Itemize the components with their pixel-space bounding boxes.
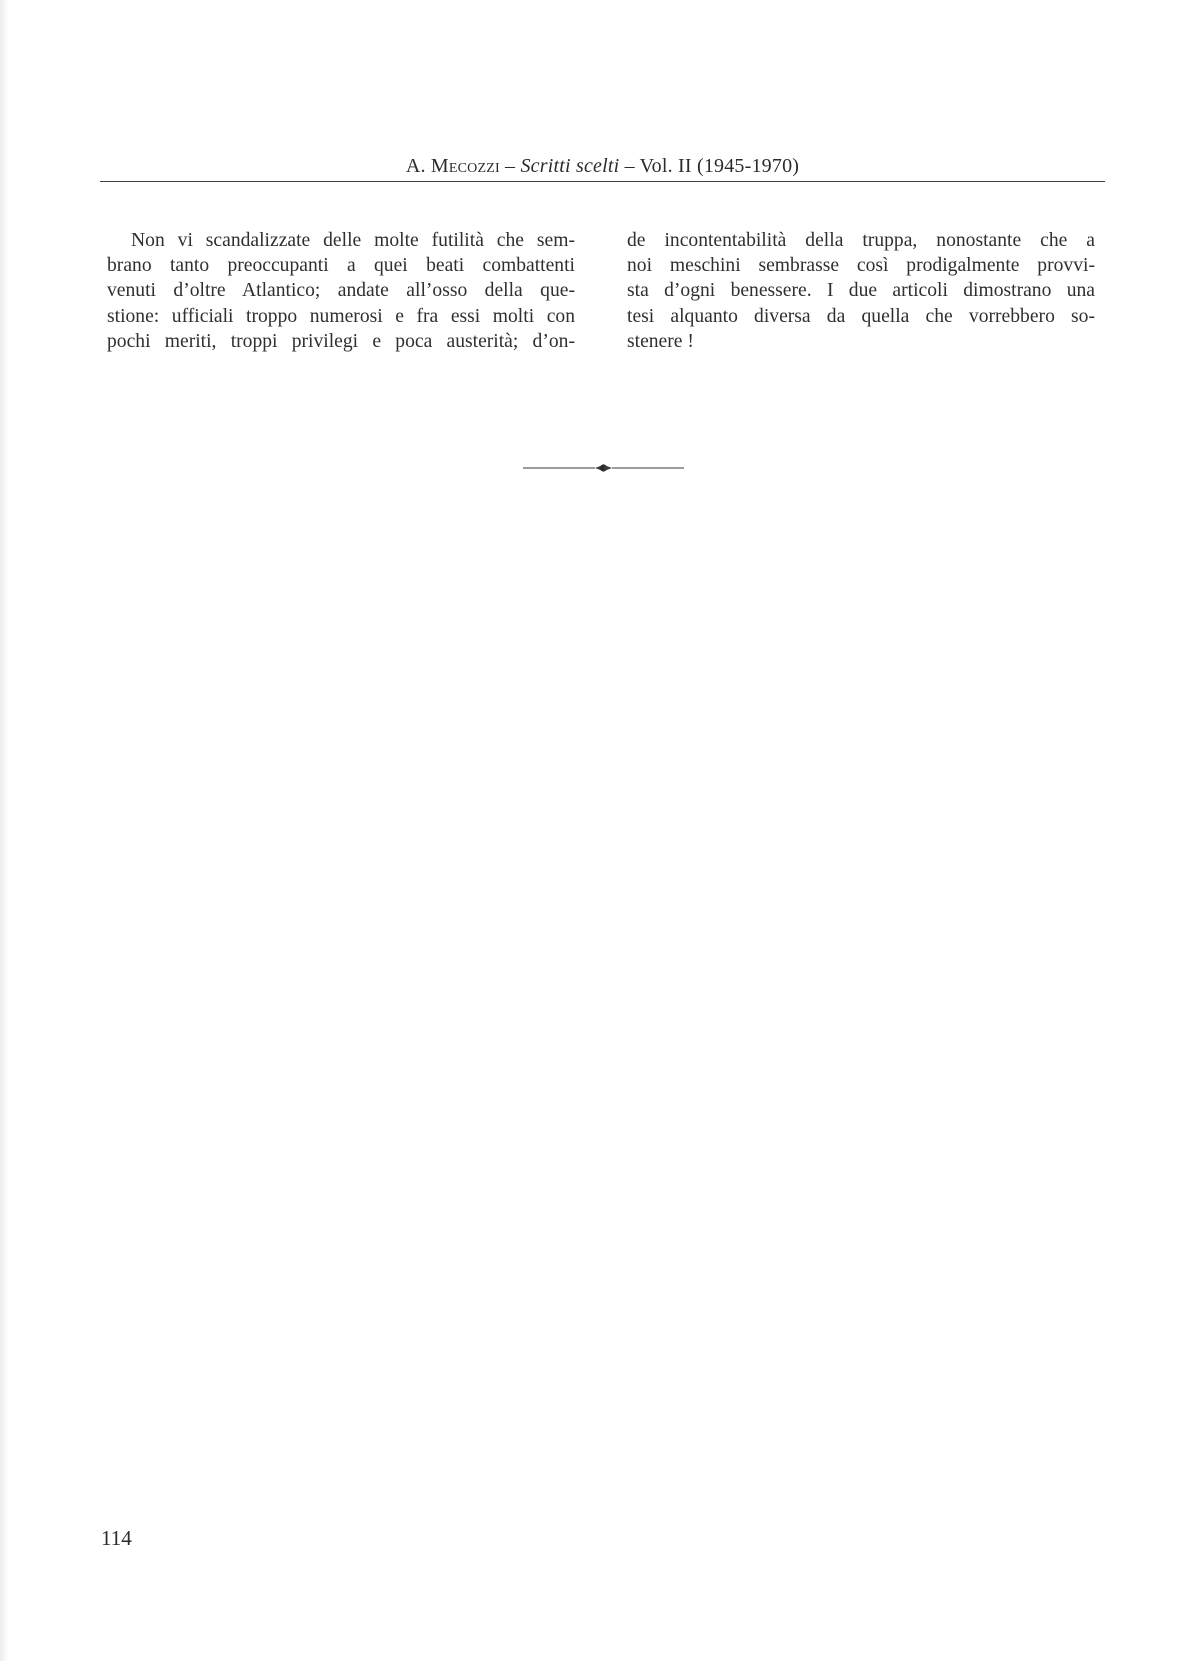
left-column-line: stione: ufficiali troppo numerosi e fra essi molti con <box>107 305 575 327</box>
right-column <box>627 228 1095 354</box>
header-work-title: Scritti scelti <box>520 155 620 177</box>
right-column-line: sta d’ogni benessere. I due articoli dimostrano una <box>627 280 1095 302</box>
left-column-line: venuti d’oltre Atlantico; andate all’osso della que- <box>107 280 575 302</box>
page-edge-shadow <box>0 0 8 1661</box>
right-column-line: stenere ! <box>627 330 694 352</box>
header-volume: – Vol. II (1945-1970) <box>619 155 800 177</box>
header-rule <box>100 181 1105 182</box>
section-divider-ornament <box>523 462 684 474</box>
running-header <box>100 155 1105 178</box>
divider-taper-right <box>604 465 612 471</box>
header-author-initial: A. <box>405 155 431 177</box>
left-column-line: Non vi scandalizzate delle molte futilità che sem- <box>131 230 575 251</box>
header-author-surname: Mecozzi <box>430 155 500 177</box>
page-number: 114 <box>101 1526 132 1550</box>
left-column-line: pochi meriti, troppi privilegi e poca austerità; d’on- <box>107 330 575 352</box>
left-column <box>107 228 575 354</box>
header-separator: – <box>499 155 521 177</box>
right-column-line: de incontentabilità della truppa, nonostante che a <box>627 230 1095 251</box>
left-column-line: brano tanto preoccupanti a quei beati combattenti <box>107 255 575 277</box>
right-column-line: noi meschini sembrasse così prodigalmente provvi- <box>627 255 1095 277</box>
right-column-line: tesi alquanto diversa da quella che vorrebbero so- <box>627 305 1095 327</box>
